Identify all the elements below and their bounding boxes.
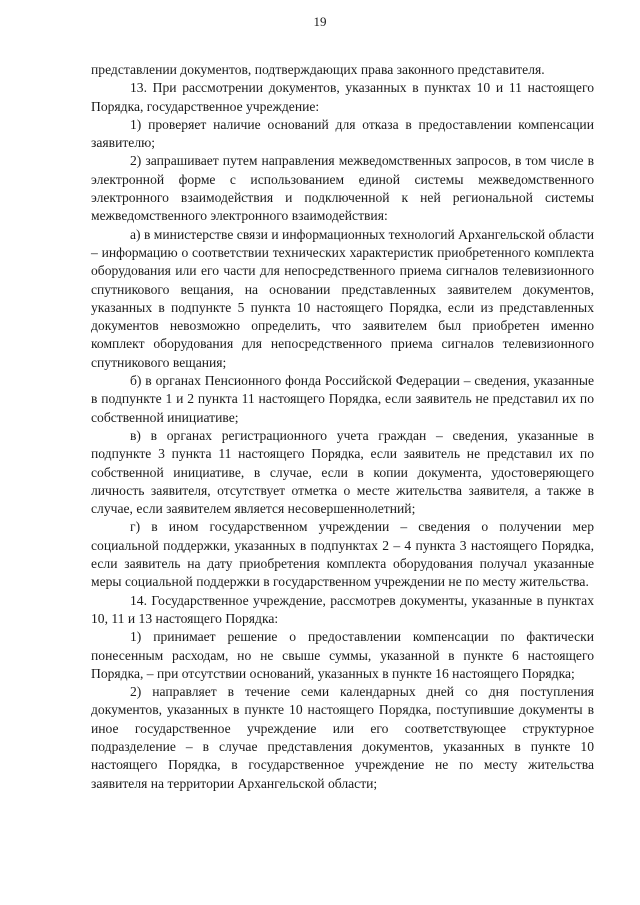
paragraph: 13. При рассмотрении документов, указанных в пунктах 10 и 11 настоящего Порядка, государственное учреждение:: [91, 80, 594, 114]
paragraph: 1) принимает решение о предоставлении компенсации по фактически понесенным расходам, но не свыше суммы, указанной в пункте 6 настоящего Порядка, – при отсутствии оснований, указанных в пункте 16 настоящего Порядка;: [91, 629, 594, 681]
document-body: [91, 61, 594, 793]
paragraph: а) в министерстве связи и информационных технологий Архангельской области – информацию о соответствии технических характеристик приобретенного комплекта оборудования или его части для непосредственного приема сигналов телевизионного спутникового вещания, на основании представленных заявителем документов, указанных в подпункте 5 пункта 10 настоящего Порядка, если из представленных документов невозможно определить, что заявителем был приобретен именно комплект оборудования для непосредственного приема сигналов телевизионного спутникового вещания;: [91, 226, 594, 370]
paragraph: 2) запрашивает путем направления межведомственных запросов, в том числе в электронной форме с использованием единой системы межведомственного электронного взаимодействия и подключенной к ней региональной системы межведомственного электронного взаимодействия:: [91, 153, 594, 224]
page-number: 19: [313, 14, 327, 29]
paragraph: г) в ином государственном учреждении – сведения о получении мер социальной поддержки, указанных в подпунктах 2 – 4 пункта 3 настоящего Порядка, если заявитель на дату приобретения комплекта оборудования получал указанные меры социальной поддержки в государственном учреждении не по месту жительства.: [91, 519, 594, 590]
paragraph: 1) проверяет наличие оснований для отказа в предоставлении компенсации заявителю;: [91, 116, 594, 151]
paragraph: представлении документов, подтверждающих права законного представителя.: [91, 62, 545, 77]
paragraph: 2) направляет в течение семи календарных дней со дня поступления документов, указанных в пункте 10 настоящего Порядка, поступившие документы в иное государственное учреждение или его соответствующее структурное подразделение – в случае представления документов, указанных в пункте 10 настоящего Порядка, в государственное учреждение не по месту жительства заявителя на территории Архангельской области;: [91, 684, 594, 791]
paragraph: 14. Государственное учреждение, рассмотрев документы, указанные в пунктах 10, 11 и 13 настоящего Порядка:: [91, 592, 594, 626]
paragraph: в) в органах регистрационного учета граждан – сведения, указанные в подпункте 3 пункта 11 настоящего Порядка, если заявитель не представил их по собственной инициативе, в случае, если в копии документа, удостоверяющего личность заявителя, отсутствует отметка о месте жительства заявителя, а также в случае, если заявителем является несовершеннолетний;: [91, 427, 594, 517]
paragraph: б) в органах Пенсионного фонда Российской Федерации – сведения, указанные в подпункте 1 и 2 пункта 11 настоящего Порядка, если заявитель не представил их по собственной инициативе;: [91, 373, 594, 425]
